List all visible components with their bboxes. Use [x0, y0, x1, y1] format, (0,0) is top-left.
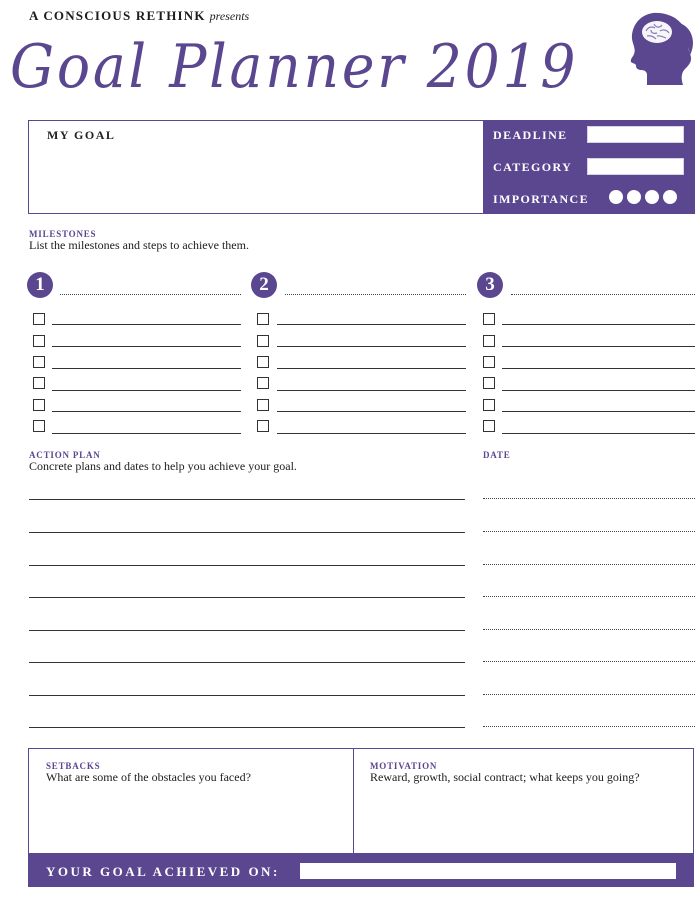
page-title: Goal Planner 2019	[10, 32, 579, 102]
date-line[interactable]	[483, 531, 695, 532]
action-line[interactable]	[29, 727, 465, 728]
step-line[interactable]	[277, 368, 466, 369]
action-plan-title: ACTION PLAN	[29, 450, 101, 460]
setbacks-subtitle: What are some of the obstacles you faced?	[46, 770, 251, 784]
step-checkbox[interactable]	[483, 377, 495, 389]
setbacks-title: SETBACKS	[46, 761, 101, 771]
action-line[interactable]	[29, 695, 465, 696]
step-line[interactable]	[277, 390, 466, 391]
step-line[interactable]	[277, 346, 466, 347]
step-line[interactable]	[52, 433, 241, 434]
step-line[interactable]	[277, 433, 466, 434]
action-line[interactable]	[29, 565, 465, 566]
step-checkbox[interactable]	[257, 420, 269, 432]
brand-name: A CONSCIOUS RETHINK	[29, 8, 206, 23]
step-checkbox[interactable]	[483, 356, 495, 368]
setbacks-field[interactable]	[30, 790, 352, 852]
motivation-field[interactable]	[355, 790, 692, 852]
step-line[interactable]	[502, 346, 695, 347]
importance-dot[interactable]	[663, 190, 677, 204]
action-line[interactable]	[29, 630, 465, 631]
step-checkbox[interactable]	[257, 377, 269, 389]
step-line[interactable]	[502, 390, 695, 391]
presents-text: presents	[209, 9, 250, 23]
woman-head-brain-icon	[627, 9, 695, 85]
step-checkbox[interactable]	[257, 356, 269, 368]
step-checkbox[interactable]	[33, 377, 45, 389]
milestone-title-line[interactable]	[60, 294, 241, 295]
step-line[interactable]	[52, 368, 241, 369]
category-label: CATEGORY	[493, 160, 573, 174]
milestone-number-1: 1	[27, 272, 53, 298]
step-checkbox[interactable]	[257, 335, 269, 347]
brand-line	[29, 8, 249, 24]
step-checkbox[interactable]	[33, 420, 45, 432]
reflection-divider	[353, 748, 354, 853]
milestone-number-3: 3	[477, 272, 503, 298]
step-line[interactable]	[277, 324, 466, 325]
date-title: DATE	[483, 450, 511, 460]
step-line[interactable]	[277, 411, 466, 412]
step-checkbox[interactable]	[257, 313, 269, 325]
step-line[interactable]	[52, 324, 241, 325]
milestone-title-line[interactable]	[511, 294, 695, 295]
my-goal-label: MY GOAL	[47, 128, 116, 142]
importance-dot[interactable]	[627, 190, 641, 204]
step-checkbox[interactable]	[483, 420, 495, 432]
category-field[interactable]	[587, 158, 684, 175]
date-line[interactable]	[483, 564, 695, 565]
step-checkbox[interactable]	[483, 399, 495, 411]
step-checkbox[interactable]	[33, 356, 45, 368]
goal-achieved-field[interactable]	[300, 863, 676, 879]
goal-achieved-label: YOUR GOAL ACHIEVED ON:	[46, 864, 280, 879]
motivation-title: MOTIVATION	[370, 761, 438, 771]
step-line[interactable]	[502, 324, 695, 325]
step-line[interactable]	[52, 346, 241, 347]
step-line[interactable]	[502, 368, 695, 369]
importance-dot[interactable]	[609, 190, 623, 204]
action-line[interactable]	[29, 597, 465, 598]
action-line[interactable]	[29, 662, 465, 663]
step-checkbox[interactable]	[257, 399, 269, 411]
importance-label: IMPORTANCE	[493, 192, 590, 206]
step-checkbox[interactable]	[33, 335, 45, 347]
date-line[interactable]	[483, 694, 695, 695]
date-line[interactable]	[483, 596, 695, 597]
milestones-subtitle: List the milestones and steps to achieve them.	[29, 238, 249, 252]
step-checkbox[interactable]	[483, 313, 495, 325]
action-line[interactable]	[29, 532, 465, 533]
deadline-field[interactable]	[587, 126, 684, 143]
importance-dot[interactable]	[645, 190, 659, 204]
step-line[interactable]	[52, 390, 241, 391]
milestones-title: MILESTONES	[29, 229, 97, 239]
step-line[interactable]	[502, 411, 695, 412]
step-checkbox[interactable]	[33, 313, 45, 325]
milestone-number-2: 2	[251, 272, 277, 298]
motivation-subtitle: Reward, growth, social contract; what keeps you going?	[370, 770, 640, 784]
date-line[interactable]	[483, 726, 695, 727]
action-line[interactable]	[29, 499, 465, 500]
step-checkbox[interactable]	[483, 335, 495, 347]
step-checkbox[interactable]	[33, 399, 45, 411]
milestone-title-line[interactable]	[285, 294, 466, 295]
action-plan-subtitle: Concrete plans and dates to help you achieve your goal.	[29, 459, 297, 473]
date-line[interactable]	[483, 661, 695, 662]
date-line[interactable]	[483, 629, 695, 630]
date-line[interactable]	[483, 498, 695, 499]
step-line[interactable]	[502, 433, 695, 434]
step-line[interactable]	[52, 411, 241, 412]
importance-rating	[609, 190, 681, 209]
deadline-label: DEADLINE	[493, 128, 568, 142]
